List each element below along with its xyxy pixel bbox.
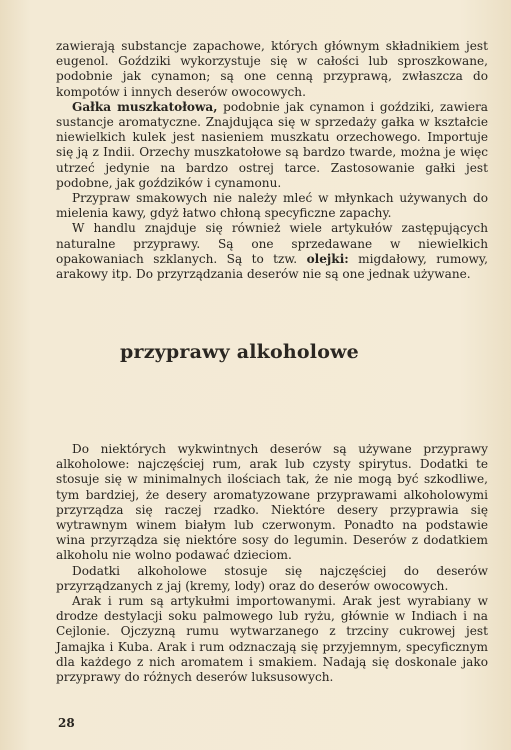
paragraph-arak-rum: Arak i rum są artykułmi importowanymi. Arak jest wyrabiany w drodze destylacji soku palmowego lub ryżu, głównie w Indiach i na Cejlonie. Ojczyzną rumu wytwarzanego z trzciny cukrowej jest Jamajka i Kuba. Arak i rum odznaczają się przyjemnym, specyficznym dla każdego z nich aromatem i smakiem. Nadają się doskonale jako przyprawy do różnych deserów luksusowych. (56, 594, 488, 685)
nutmeg-text: podobnie jak cynamon i goździki, zawiera sustancje aromatyczne. Znajdująca się w sprzedaży gałka w kształcie niewielkich kulek jest nasieniem muszkatu orzechowego. Importuje się ją z Indii. Orzechy muszkatołowe są bardzo twarde, można je więc utrzeć jedynie na bardzo ostrej tarce. Zastosowanie gałki jest podobne, jak goździków i cynamonu. (56, 99, 488, 190)
oils-text-a: W handlu znajduje się również wiele artykułów zastępujących naturalne przyprawy. Są one sprzedawane w niewielkich opakowaniach szklanych. Są to tzw. (56, 221, 488, 266)
oils-text-b: migdałowy, rumowy, arakowy itp. Do przyrządzania deserów nie są one jednak używane. (56, 251, 488, 282)
paragraph-cloves-continued: zawierają substancje zapachowe, których głównym składnikiem jest eugenol. Goździki wykorzystuje się w całości lub sproszkowane, podobnie jak cynamon; są one cenną przyprawą, zwłaszcza do kompotów i innych deserów owocowych. (56, 39, 488, 99)
paragraph-oils (56, 221, 488, 282)
term-nutmeg: Gałka muszkatołowa, (72, 99, 218, 114)
top-text-block (56, 39, 488, 282)
paragraph-alcohol-usage: Dodatki alkoholowe stosuje się najczęściej do deserów przyrządzanych z jaj (kremy, lody) oraz do deserów owocowych. (56, 563, 488, 593)
paragraph-alcohol-intro: Do niektórych wykwintnych deserów są używane przyprawy alkoholowe: najczęściej rum, arak lub czysty spirytus. Dodatki te stosuje się w minimalnych ilościach tak, że nie mogą być szkodliwe, tym bardziej, że desery aromatyzowane przyprawami alkoholowymi przyrządza się raczej rzadko. Niektóre desery przyprawia się wytrawnym winem białym lub czerwonym. Ponadto na podstawie wina przyrządza się niektóre sosy do legumin. Deserów z dodatkiem alkoholu nie wolno podawać dzieciom. (56, 442, 488, 563)
paragraph-nutmeg (56, 100, 488, 191)
paragraph-grinding: Przypraw smakowych nie należy mleć w młynkach używanych do mielenia kawy, gdyż łatwo chłoną specyficzne zapachy. (56, 191, 488, 221)
section-heading: przyprawy alkoholowe (120, 341, 359, 363)
bottom-text-block (56, 442, 488, 685)
term-oils: olejki: (306, 251, 349, 266)
page-number: 28 (58, 716, 75, 730)
